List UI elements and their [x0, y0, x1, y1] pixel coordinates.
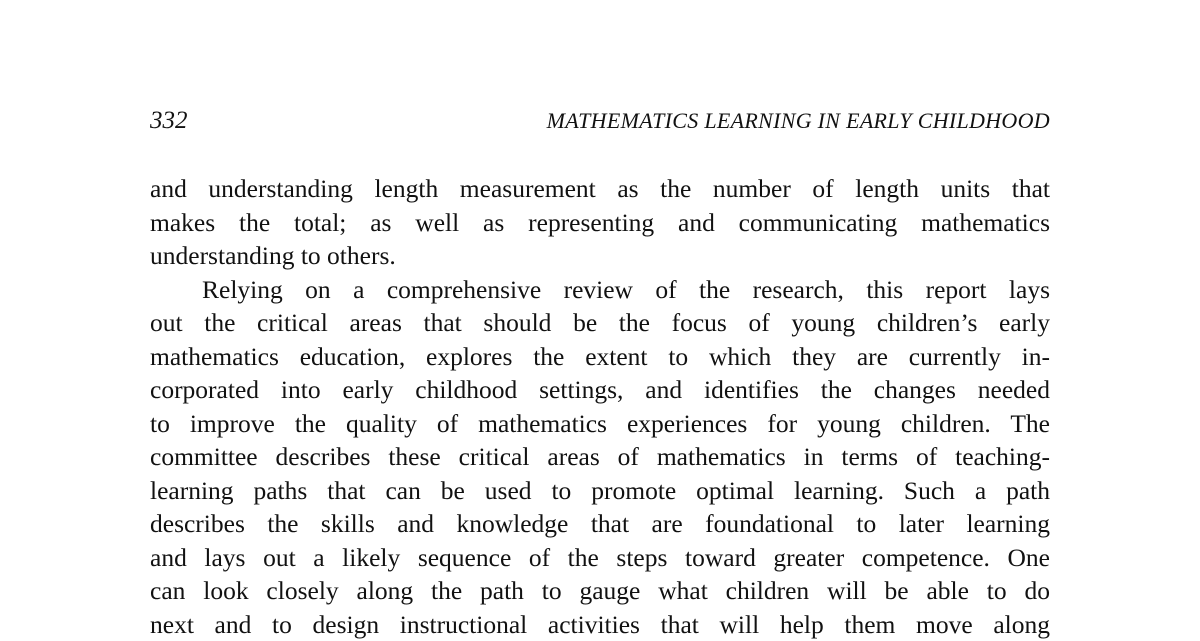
text-line: learning paths that can be used to promote optimal learning. Such a path — [150, 474, 1050, 508]
text-line: to improve the quality of mathematics experiences for young children. The — [150, 407, 1050, 441]
body-text — [150, 172, 1050, 641]
book-page — [150, 0, 1050, 630]
text-line: describes the skills and knowledge that are foundational to later learning — [150, 507, 1050, 541]
running-title: MATHEMATICS LEARNING IN EARLY CHILDHOOD — [547, 104, 1050, 138]
text-line: next and to design instructional activities that will help them move along — [150, 608, 1050, 641]
text-line: can look closely along the path to gauge what children will be able to do — [150, 574, 1050, 608]
text-line: and understanding length measurement as the number of length units that — [150, 172, 1050, 206]
text-line: understanding to others. — [150, 239, 1050, 273]
running-header — [150, 104, 1050, 138]
text-line: makes the total; as well as representing and communicating mathematics — [150, 206, 1050, 240]
page-number: 332 — [150, 104, 188, 138]
text-line: and lays out a likely sequence of the steps toward greater competence. One — [150, 541, 1050, 575]
text-line: corporated into early childhood settings, and identifies the changes needed — [150, 373, 1050, 407]
text-line: out the critical areas that should be the focus of young children’s early — [150, 306, 1050, 340]
text-line: mathematics education, explores the extent to which they are currently in- — [150, 340, 1050, 374]
paragraph-first-line: Relying on a comprehensive review of the research, this report lays — [150, 273, 1050, 307]
text-line: committee describes these critical areas of mathematics in terms of teaching- — [150, 440, 1050, 474]
